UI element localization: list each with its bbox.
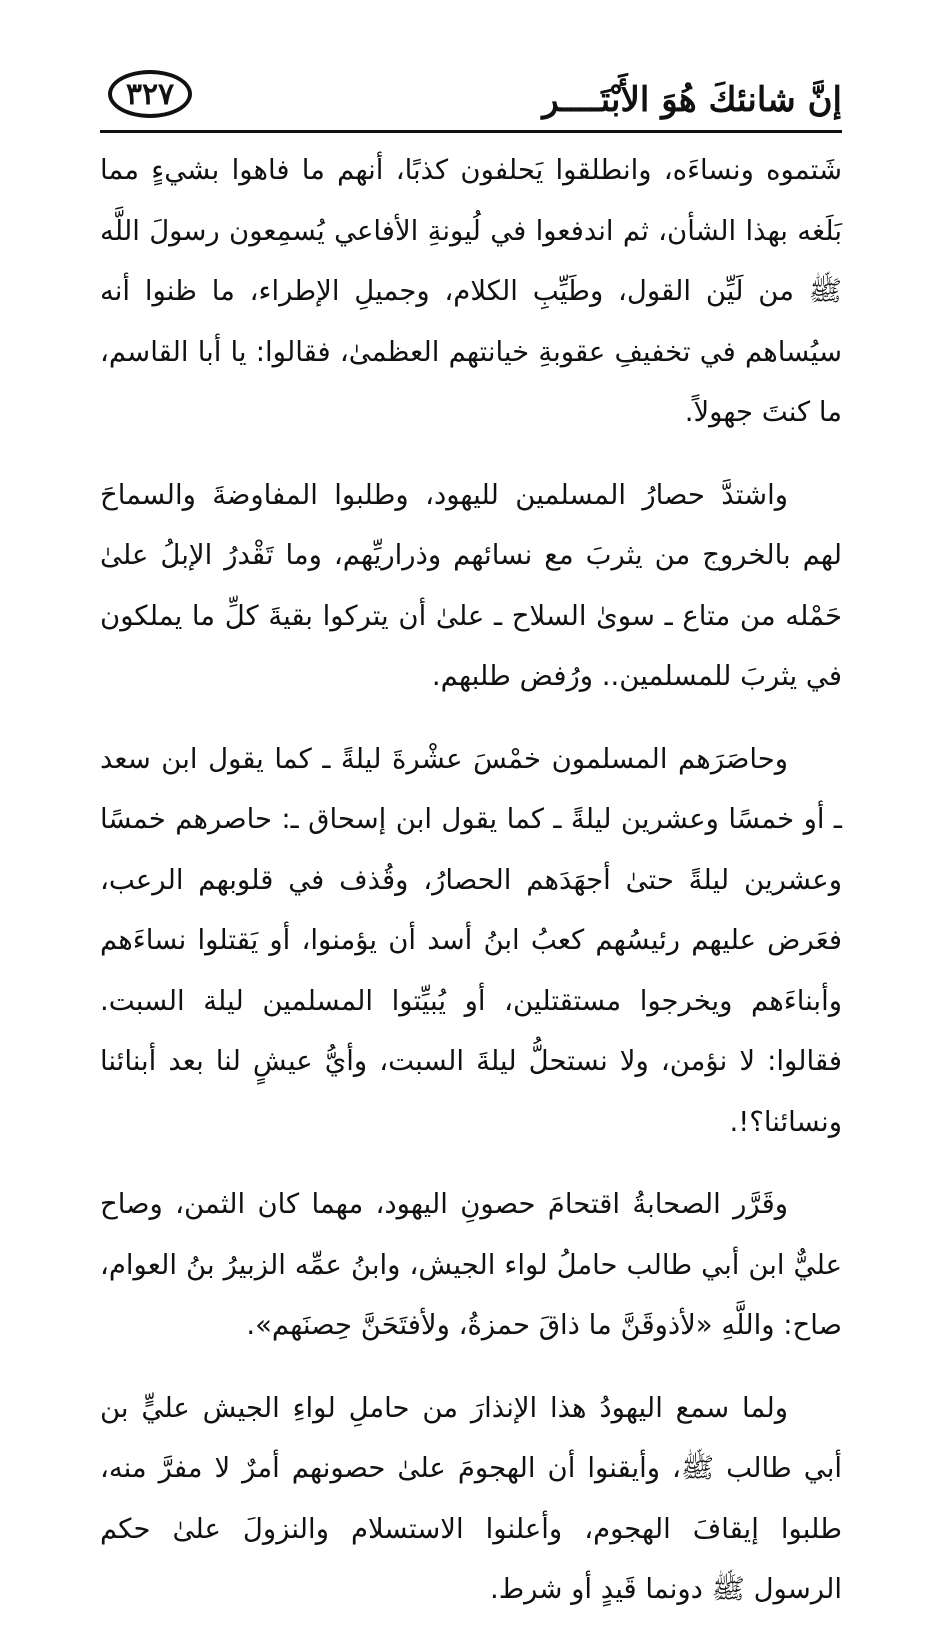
body-text [100, 140, 842, 1642]
paragraph-1: شَتموه ونساءَه، وانطلقوا يَحلفون كذبًا، أنهم ما فاهوا بشيءٍ مما بَلَغه بهذا الشأن، ثم اندفعوا في لُيونةِ الأفاعي يُسمِعون رسولَ اللَّه ﷺ من لَيِّن القول، وطَيِّبِ الكلام، وجميلِ الإطراء، ما ظنوا أنه سيُساهم في تخفيفِ عقوبةِ خيانتهم العظمىٰ، فقالوا: يا أبا القاسم، ما كنتَ جهولاً. [100, 154, 842, 428]
page-number-badge [108, 70, 192, 118]
paragraph-2: واشتدَّ حصارُ المسلمين لليهود، وطلبوا المفاوضةَ والسماحَ لهم بالخروج من يثربَ مع نسائهم وذراريِّهم، وما تَقْدرُ الإبلُ علىٰ حَمْله من متاع ـ سوىٰ السلاح ـ علىٰ أن يتركوا بقيةَ كلِّ ما يملكون في يثربَ للمسلمين.. ورُفض طلبهم. [100, 478, 842, 692]
page-header [100, 68, 842, 130]
header-divider [100, 130, 842, 133]
page-number: ٣٢٧ [125, 76, 175, 112]
paragraph-4: وقَرَّر الصحابةُ اقتحامَ حصونِ اليهود، مهما كان الثمن، وصاح عليٌّ ابن أبي طالب حاملُ لواء الجيش، وابنُ عمِّه الزبيرُ بنُ العوام، صاح: واللَّهِ «لأذوقَنَّ ما ذاقَ حمزةُ، ولأفتَحَنَّ حِصنَهم». [100, 1188, 842, 1341]
paragraph-3: وحاصَرَهم المسلمون خمْسَ عشْرةَ ليلةً ـ كما يقول ابن سعد ـ أو خمسًا وعشرين ليلةً ـ كما يقول ابن إسحاق ـ: حاصرهم خمسًا وعشرين ليلةً حتىٰ أجهَدَهم الحصارُ، وقُذف في قلوبهم الرعب، فعَرض عليهم رئيسُهم كعبُ ابنُ أسد أن يؤمنوا، أو يَقتلوا نساءَهم وأبناءَهم ويخرجوا مستقتلين، أو يُبيِّتوا المسلمين ليلة السبت. فقالوا: لا نؤمن، ولا نستحلُّ ليلةَ السبت، وأيُّ عيشٍ لنا بعد أبنائنا ونسائنا؟!. [100, 742, 842, 1138]
paragraph-5: ولما سمع اليهودُ هذا الإنذارَ من حاملِ لواءِ الجيش عليٍّ بن أبي طالب ﷺ، وأيقنوا أن الهجومَ علىٰ حصونهم أمرٌ لا مفرَّ منه، طلبوا إيقافَ الهجوم، وأعلنوا الاستسلام والنزولَ علىٰ حكم الرسول ﷺ دونما قَيدٍ أو شرط. [100, 1391, 842, 1605]
running-title: إنَّ شانئكَ هُوَ الأَبْتَــــر [542, 80, 842, 120]
